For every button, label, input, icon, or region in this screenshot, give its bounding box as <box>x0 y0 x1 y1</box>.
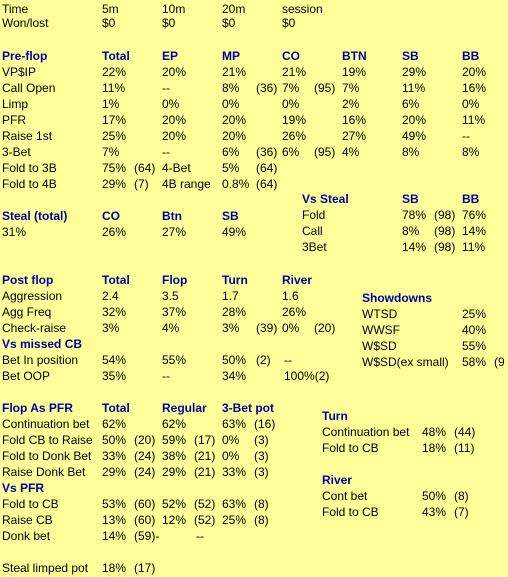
vpip-label: VP$IP <box>2 65 37 79</box>
vs-pfr-fold-to-cb-total-sample: (60) <box>134 497 156 511</box>
bet-oop-flop: -- <box>162 369 170 383</box>
donk-bet-label: Donk bet <box>2 529 51 543</box>
raise-cb-label: Raise CB <box>2 513 53 527</box>
vs-steal-3bet-sample: (98) <box>434 240 456 254</box>
vs-steal-call-sb: 8% <box>402 224 420 238</box>
postflop-river-header: River <box>282 273 313 287</box>
aggression-river: 1.6 <box>282 289 299 303</box>
fold-cb-to-raise-label: Fold CB to Raise <box>2 433 93 447</box>
raise-first-ep: 20% <box>162 129 187 143</box>
raise-donk-regular-sample: (21) <box>194 465 216 479</box>
vs-pfr-fold-to-cb-3bet-sample: (8) <box>254 497 269 511</box>
aggression-label: Aggression <box>2 289 63 303</box>
time-10m-header: 10m <box>162 2 186 16</box>
postflop-flop-header: Flop <box>162 273 188 287</box>
check-raise-turn-sample: (39) <box>256 321 278 335</box>
steal-btn: 27% <box>162 225 187 239</box>
wwsf-label: WWSF <box>362 323 400 337</box>
preflop-mp-header: MP <box>222 49 240 63</box>
call-open-btn: 7% <box>342 81 360 95</box>
raise-first-bb: -- <box>462 129 470 143</box>
raise-cb-total-sample: (60) <box>134 513 156 527</box>
three-bet-ep: -- <box>162 145 170 159</box>
vs-steal-sb-header: SB <box>402 192 419 206</box>
fold-to-3b-sample: (64) <box>134 161 156 175</box>
continuation-bet-label: Continuation bet <box>2 417 90 431</box>
vs-pfr-fold-to-cb-regular: 52% <box>162 497 187 511</box>
pfr-btn: 16% <box>342 113 367 127</box>
turn-fold-to-cb-sample: (11) <box>454 441 475 455</box>
preflop-sb-header: SB <box>402 49 419 63</box>
vs-steal-call-sample: (98) <box>434 224 456 238</box>
agg-freq-turn: 28% <box>222 305 247 319</box>
limp-sb: 6% <box>402 97 420 111</box>
wwsf-value: 40% <box>462 323 487 337</box>
steal-total: 31% <box>2 225 27 239</box>
vs-steal-3bet-label: 3Bet <box>302 240 327 254</box>
steal-sb: 49% <box>222 225 247 239</box>
limp-label: Limp <box>2 97 29 111</box>
pfr-total: 17% <box>102 113 127 127</box>
limp-co: 0% <box>282 97 300 111</box>
flop-as-pfr-total-header: Total <box>102 401 130 415</box>
agg-freq-total: 32% <box>102 305 127 319</box>
three-bet-label: 3-Bet <box>2 145 31 159</box>
turn-cont-bet-value: 48% <box>422 425 447 439</box>
fold-to-donk-label: Fold to Donk Bet <box>2 449 92 463</box>
bet-in-position-turn-sample: (2) <box>256 353 271 367</box>
continuation-bet-3bet-sample: (16) <box>254 417 276 431</box>
raise-donk-total: 29% <box>102 465 127 479</box>
turn-fold-to-cb-value: 18% <box>422 441 447 455</box>
wsd-ex-small-value: 58% <box>462 355 487 369</box>
postflop-total-header: Total <box>102 273 130 287</box>
bet-in-position-total: 54% <box>102 353 127 367</box>
call-open-mp-sample: (36) <box>256 81 278 95</box>
fold-cb-to-raise-regular: 59% <box>162 433 187 447</box>
fold-to-donk-regular-sample: (21) <box>194 449 216 463</box>
fold-to-donk-3bet: 0% <box>222 449 240 463</box>
postflop-turn-header: Turn <box>222 273 248 287</box>
raise-cb-regular-sample: (52) <box>194 513 216 527</box>
bet-oop-turn: 34% <box>222 369 247 383</box>
call-open-ep: -- <box>162 81 170 95</box>
vpip-sb: 29% <box>402 65 427 79</box>
four-bet-sample: (64) <box>256 161 278 175</box>
fold-to-donk-3bet-sample: (3) <box>254 449 269 463</box>
vs-steal-call-bb: 14% <box>462 224 487 238</box>
limp-bb: 0% <box>462 97 480 111</box>
fold-to-donk-total: 33% <box>102 449 127 463</box>
fold-cb-to-raise-total: 50% <box>102 433 127 447</box>
fold-cb-to-raise-total-sample: (20) <box>134 433 156 447</box>
river-cont-bet-value: 50% <box>422 489 447 503</box>
three-bet-mp-sample: (36) <box>256 145 278 159</box>
raise-cb-3bet-sample: (8) <box>254 513 269 527</box>
call-open-mp: 8% <box>222 81 240 95</box>
raise-donk-3bet-sample: (3) <box>254 465 269 479</box>
fold-to-4b-label: Fold to 4B <box>2 177 57 191</box>
vs-steal-heading: Vs Steal <box>302 192 349 206</box>
check-raise-river: 0% <box>282 321 300 335</box>
raise-first-label: Raise 1st <box>2 129 53 143</box>
won-lost-10m: $0 <box>162 16 176 30</box>
vs-pfr-fold-to-cb-3bet: 63% <box>222 497 247 511</box>
pfr-co: 19% <box>282 113 307 127</box>
fold-to-4b-value: 29% <box>102 177 127 191</box>
time-session-header: session <box>282 2 323 16</box>
turn-heading: Turn <box>322 409 348 423</box>
vs-pfr-fold-to-cb-regular-sample: (52) <box>194 497 216 511</box>
aggression-flop: 3.5 <box>162 289 179 303</box>
pfr-label: PFR <box>2 113 26 127</box>
vs-steal-3bet-sb: 14% <box>402 240 427 254</box>
raise-donk-label: Raise Donk Bet <box>2 465 86 479</box>
limp-total: 1% <box>102 97 120 111</box>
pfr-mp: 20% <box>222 113 247 127</box>
time-label: Time <box>2 2 29 16</box>
steal-co-header: CO <box>102 209 120 223</box>
raise-first-sb: 49% <box>402 129 427 143</box>
wsd-value: 55% <box>462 339 487 353</box>
call-open-co: 7% <box>282 81 300 95</box>
wtsd-label: WTSD <box>362 307 398 321</box>
wsd-ex-small-label: W$SD(ex small) <box>362 355 449 369</box>
raise-donk-3bet: 33% <box>222 465 247 479</box>
raise-cb-3bet: 25% <box>222 513 247 527</box>
pfr-ep: 20% <box>162 113 187 127</box>
postflop-heading: Post flop <box>2 273 54 287</box>
won-lost-20m: $0 <box>222 16 236 30</box>
flop-as-pfr-heading: Flop As PFR <box>2 401 73 415</box>
vs-pfr-heading: Vs PFR <box>2 481 45 495</box>
flop-as-pfr-regular-header: Regular <box>162 401 207 415</box>
river-fold-to-cb-value: 43% <box>422 505 447 519</box>
three-bet-btn: 4% <box>342 145 360 159</box>
limp-mp: 0% <box>222 97 240 111</box>
steal-limped-pot-value: 18% <box>102 561 127 575</box>
three-bet-bb: 8% <box>462 145 480 159</box>
raise-first-btn: 27% <box>342 129 367 143</box>
steal-co: 26% <box>102 225 127 239</box>
agg-freq-label: Agg Freq <box>2 305 52 319</box>
bet-oop-total: 35% <box>102 369 127 383</box>
continuation-bet-3bet: 63% <box>222 417 247 431</box>
preflop-bb-header: BB <box>462 49 480 63</box>
fold-to-donk-regular: 38% <box>162 449 187 463</box>
fold-to-4b-sample: (7) <box>134 177 149 191</box>
call-open-co-sample: (95) <box>314 81 336 95</box>
vpip-ep: 20% <box>162 65 187 79</box>
check-raise-river-sample: (20) <box>314 321 336 335</box>
river-cont-bet-sample: (8) <box>454 489 469 503</box>
bet-oop-label: Bet OOP <box>2 369 51 383</box>
wsd-ex-small-sample: (9 <box>494 355 505 369</box>
wtsd-value: 25% <box>462 307 487 321</box>
call-open-bb: 16% <box>462 81 487 95</box>
aggression-total: 2.4 <box>102 289 119 303</box>
preflop-ep-header: EP <box>162 49 179 63</box>
call-open-sb: 11% <box>402 81 426 95</box>
vpip-total: 22% <box>102 65 127 79</box>
vs-steal-fold-bb: 76% <box>462 208 487 222</box>
fold-cb-to-raise-3bet: 0% <box>222 433 240 447</box>
steal-btn-header: Btn <box>162 209 182 223</box>
steal-heading: Steal (total) <box>2 209 68 223</box>
vs-steal-bb-header: BB <box>462 192 480 206</box>
steal-sb-header: SB <box>222 209 239 223</box>
steal-limped-pot-sample: (17) <box>134 561 156 575</box>
aggression-turn: 1.7 <box>222 289 239 303</box>
donk-bet-total-sample: (59)- <box>134 529 160 543</box>
won-lost-5m: $0 <box>102 16 116 30</box>
won-lost-session: $0 <box>282 16 296 30</box>
flop-as-pfr-3bet-header: 3-Bet pot <box>222 401 274 415</box>
check-raise-total: 3% <box>102 321 120 335</box>
four-bet-range-sample: (64) <box>256 177 278 191</box>
limp-ep: 0% <box>162 97 180 111</box>
vs-steal-fold-sb: 78% <box>402 208 427 222</box>
river-fold-to-cb-sample: (7) <box>454 505 469 519</box>
vs-missed-cb-heading: Vs missed CB <box>2 337 83 351</box>
three-bet-total: 7% <box>102 145 120 159</box>
raise-first-total: 25% <box>102 129 127 143</box>
vs-steal-call-label: Call <box>302 224 323 238</box>
bet-in-position-label: Bet In position <box>2 353 79 367</box>
check-raise-turn: 3% <box>222 321 240 335</box>
check-raise-flop: 4% <box>162 321 180 335</box>
agg-freq-river: 26% <box>282 305 307 319</box>
call-open-label: Call Open <box>2 81 56 95</box>
donk-bet-regular: -- <box>196 529 204 543</box>
vs-steal-3bet-bb: 11% <box>462 240 486 254</box>
raise-first-co: 26% <box>282 129 307 143</box>
river-heading: River <box>322 473 353 487</box>
call-open-total: 11% <box>102 81 126 95</box>
limp-btn: 2% <box>342 97 360 111</box>
continuation-bet-regular: 62% <box>162 417 187 431</box>
check-raise-label: Check-raise <box>2 321 67 335</box>
vpip-co: 21% <box>282 65 307 79</box>
vs-pfr-fold-to-cb-total: 53% <box>102 497 127 511</box>
preflop-total-header: Total <box>102 49 130 63</box>
four-bet-range-value: 0.8% <box>222 177 250 191</box>
preflop-btn-header: BTN <box>342 49 367 63</box>
fold-cb-to-raise-3bet-sample: (3) <box>254 433 269 447</box>
four-bet-label: 4-Bet <box>162 161 191 175</box>
time-20m-header: 20m <box>222 2 246 16</box>
donk-bet-total: 14% <box>102 529 127 543</box>
vs-steal-fold-label: Fold <box>302 208 326 222</box>
fold-to-3b-value: 75% <box>102 161 127 175</box>
raise-donk-regular: 29% <box>162 465 187 479</box>
four-bet-range-label: 4B range <box>162 177 211 191</box>
river-cont-bet-label: Cont bet <box>322 489 368 503</box>
turn-cont-bet-sample: (44) <box>454 425 476 439</box>
fold-to-3b-label: Fold to 3B <box>2 161 57 175</box>
vpip-mp: 21% <box>222 65 247 79</box>
four-bet-value: 5% <box>222 161 240 175</box>
three-bet-co: 6% <box>282 145 300 159</box>
vpip-bb: 20% <box>462 65 487 79</box>
agg-freq-flop: 37% <box>162 305 187 319</box>
raise-cb-regular: 12% <box>162 513 187 527</box>
river-fold-to-cb-label: Fold to CB <box>322 505 379 519</box>
raise-cb-total: 13% <box>102 513 127 527</box>
preflop-heading: Pre-flop <box>2 49 48 63</box>
preflop-co-header: CO <box>282 49 300 63</box>
showdowns-heading: Showdowns <box>362 291 432 305</box>
wsd-label: W$SD <box>362 339 397 353</box>
three-bet-sb: 8% <box>402 145 420 159</box>
won-lost-label: Won/lost <box>2 16 49 30</box>
turn-fold-to-cb-label: Fold to CB <box>322 441 379 455</box>
pfr-bb: 11% <box>462 113 486 127</box>
vs-steal-fold-sample: (98) <box>434 208 456 222</box>
bet-oop-river: 100%(2) <box>284 369 330 383</box>
raise-first-mp: 20% <box>222 129 247 143</box>
three-bet-co-sample: (95) <box>314 145 336 159</box>
pfr-sb: 20% <box>402 113 427 127</box>
turn-cont-bet-label: Continuation bet <box>322 425 410 439</box>
raise-donk-total-sample: (24) <box>134 465 156 479</box>
continuation-bet-total: 62% <box>102 417 127 431</box>
bet-in-position-river: -- <box>284 353 292 367</box>
steal-limped-pot-label: Steal limped pot <box>2 561 89 575</box>
three-bet-mp: 6% <box>222 145 240 159</box>
fold-to-donk-total-sample: (24) <box>134 449 156 463</box>
time-5m-header: 5m <box>102 2 119 16</box>
fold-cb-to-raise-regular-sample: (17) <box>194 433 216 447</box>
bet-in-position-flop: 55% <box>162 353 187 367</box>
vpip-btn: 19% <box>342 65 367 79</box>
vs-pfr-fold-to-cb-label: Fold to CB <box>2 497 59 511</box>
bet-in-position-turn: 50% <box>222 353 247 367</box>
